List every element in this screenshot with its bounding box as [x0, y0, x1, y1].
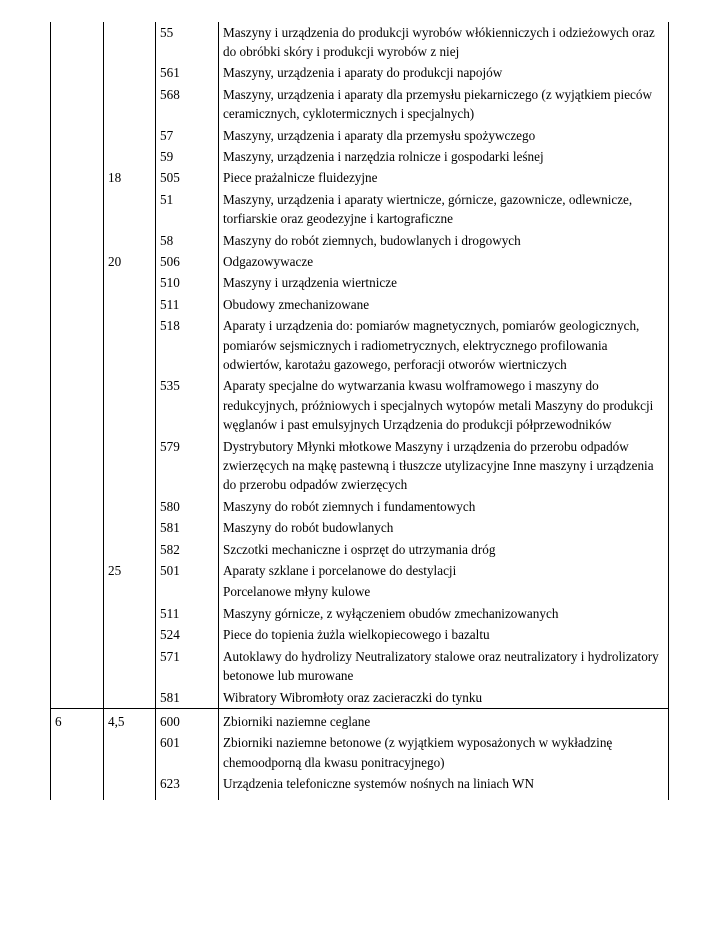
cell-group-number [51, 230, 104, 251]
table-row [51, 774, 669, 800]
cell-rate-percent: 25 [104, 561, 156, 582]
cell-group-number [51, 189, 104, 230]
table-row [51, 230, 669, 251]
cell-rate-percent [104, 189, 156, 230]
cell-asset-code: 580 [156, 496, 219, 517]
cell-rate-percent [104, 539, 156, 560]
cell-description: Maszyny górnicze, z wyłączeniem obudów zmechanizowanych [219, 603, 669, 624]
cell-asset-code: 506 [156, 251, 219, 272]
cell-group-number [51, 518, 104, 539]
cell-asset-code: 571 [156, 646, 219, 687]
cell-description: Maszyny i urządzenia wiertnicze [219, 273, 669, 294]
cell-group-number [51, 22, 104, 63]
cell-asset-code: 623 [156, 774, 219, 800]
cell-rate-percent: 18 [104, 168, 156, 189]
table-row [51, 125, 669, 146]
cell-rate-percent [104, 774, 156, 800]
cell-description: Autoklawy do hydrolizy Neutralizatory stalowe oraz neutralizatory i hydrolizatory betonowe lub murowane [219, 646, 669, 687]
cell-group-number [51, 294, 104, 315]
table-row [51, 251, 669, 272]
cell-asset-code: 581 [156, 687, 219, 709]
cell-asset-code: 524 [156, 625, 219, 646]
cell-asset-code: 501 [156, 561, 219, 582]
cell-rate-percent [104, 230, 156, 251]
cell-group-number [51, 251, 104, 272]
cell-rate-percent [104, 625, 156, 646]
cell-group-number [51, 603, 104, 624]
table-row [51, 436, 669, 496]
cell-rate-percent [104, 125, 156, 146]
cell-description: Porcelanowe młyny kulowe [219, 582, 669, 603]
cell-description: Maszyny, urządzenia i aparaty wiertnicze, górnicze, gazownicze, odlewnicze, torfiarskie oraz geodezyjne i kartograficzne [219, 189, 669, 230]
cell-asset-code: 581 [156, 518, 219, 539]
cell-rate-percent [104, 376, 156, 436]
table-row [51, 294, 669, 315]
depreciation-rate-table [50, 22, 669, 800]
cell-asset-code: 600 [156, 709, 219, 733]
cell-description: Odgazowywacze [219, 251, 669, 272]
table-row [51, 582, 669, 603]
cell-rate-percent [104, 733, 156, 774]
cell-description: Aparaty i urządzenia do: pomiarów magnetycznych, pomiarów geologicznych, pomiarów sejsmicznych i radiometrycznych, elektrycznego profilowania odwiertów, karotażu gazowego, perforacji otworów wiertniczych [219, 316, 669, 376]
cell-group-number [51, 376, 104, 436]
cell-asset-code: 579 [156, 436, 219, 496]
cell-description: Maszyny do robót ziemnych, budowlanych i drogowych [219, 230, 669, 251]
cell-rate-percent [104, 316, 156, 376]
cell-group-number [51, 125, 104, 146]
cell-rate-percent [104, 273, 156, 294]
cell-rate-percent: 20 [104, 251, 156, 272]
table-row [51, 518, 669, 539]
cell-group-number [51, 436, 104, 496]
cell-asset-code: 561 [156, 63, 219, 84]
table-body [51, 22, 669, 800]
cell-asset-code: 55 [156, 22, 219, 63]
cell-description: Maszyny do robót ziemnych i fundamentowych [219, 496, 669, 517]
cell-rate-percent [104, 496, 156, 517]
cell-rate-percent [104, 294, 156, 315]
cell-group-number [51, 733, 104, 774]
cell-description: Aparaty szklane i porcelanowe do destylacji [219, 561, 669, 582]
cell-rate-percent [104, 146, 156, 167]
table-row [51, 561, 669, 582]
cell-description: Maszyny, urządzenia i narzędzia rolnicze i gospodarki leśnej [219, 146, 669, 167]
cell-description: Maszyny do robót budowlanych [219, 518, 669, 539]
table-row [51, 376, 669, 436]
cell-rate-percent [104, 687, 156, 709]
cell-asset-code: 535 [156, 376, 219, 436]
cell-group-number [51, 539, 104, 560]
cell-description: Maszyny, urządzenia i aparaty dla przemysłu spożywczego [219, 125, 669, 146]
cell-group-number [51, 687, 104, 709]
cell-group-number [51, 168, 104, 189]
table-row [51, 687, 669, 709]
cell-group-number [51, 273, 104, 294]
cell-rate-percent [104, 84, 156, 125]
cell-group-number: 6 [51, 709, 104, 733]
cell-description: Urządzenia telefoniczne systemów nośnych na liniach WN [219, 774, 669, 800]
cell-rate-percent: 4,5 [104, 709, 156, 733]
table-row [51, 146, 669, 167]
cell-description: Zbiorniki naziemne betonowe (z wyjątkiem wyposażonych w wykładzinę chemoodporną dla kwasu ponitracyjnego) [219, 733, 669, 774]
cell-group-number [51, 146, 104, 167]
cell-asset-code: 59 [156, 146, 219, 167]
cell-description: Szczotki mechaniczne i osprzęt do utrzymania dróg [219, 539, 669, 560]
table-row [51, 625, 669, 646]
cell-group-number [51, 646, 104, 687]
cell-group-number [51, 63, 104, 84]
cell-group-number [51, 496, 104, 517]
cell-asset-code: 511 [156, 603, 219, 624]
cell-asset-code: 510 [156, 273, 219, 294]
cell-asset-code: 57 [156, 125, 219, 146]
cell-asset-code: 511 [156, 294, 219, 315]
cell-description: Obudowy zmechanizowane [219, 294, 669, 315]
cell-description: Zbiorniki naziemne ceglane [219, 709, 669, 733]
table-row [51, 539, 669, 560]
cell-group-number [51, 561, 104, 582]
cell-description: Dystrybutory Młynki młotkowe Maszyny i urządzenia do przerobu odpadów zwierzęcych na mąkę pastewną i tłuszcze utylizacyjne Inne maszyny i urządzenia do przerobu odpadów zwierzęcych [219, 436, 669, 496]
cell-group-number [51, 84, 104, 125]
table-row [51, 496, 669, 517]
table-row [51, 168, 669, 189]
table-row [51, 189, 669, 230]
cell-rate-percent [104, 582, 156, 603]
cell-group-number [51, 625, 104, 646]
cell-description: Aparaty specjalne do wytwarzania kwasu wolframowego i maszyny do redukcyjnych, próżniowych i specjalnych wytopów metali Maszyny do produkcji węglanów i past emulsyjnych Urządzenia do produkcji półprzewodników [219, 376, 669, 436]
cell-rate-percent [104, 646, 156, 687]
table-row [51, 63, 669, 84]
cell-rate-percent [104, 436, 156, 496]
cell-description: Wibratory Wibromłoty oraz zacieraczki do tynku [219, 687, 669, 709]
table-row [51, 733, 669, 774]
cell-rate-percent [104, 63, 156, 84]
cell-asset-code: 505 [156, 168, 219, 189]
table-row [51, 709, 669, 733]
cell-rate-percent [104, 603, 156, 624]
cell-group-number [51, 316, 104, 376]
cell-asset-code: 582 [156, 539, 219, 560]
cell-asset-code [156, 582, 219, 603]
cell-description: Maszyny, urządzenia i aparaty do produkcji napojów [219, 63, 669, 84]
cell-description: Maszyny i urządzenia do produkcji wyrobów włókienniczych i odzieżowych oraz do obróbki skóry i produkcji wyrobów z niej [219, 22, 669, 63]
table-row [51, 646, 669, 687]
cell-description: Maszyny, urządzenia i aparaty dla przemysłu piekarniczego (z wyjątkiem pieców ceramicznych, cyklotermicznych i specjalnych) [219, 84, 669, 125]
cell-rate-percent [104, 518, 156, 539]
cell-group-number [51, 774, 104, 800]
cell-description: Piece prażalnicze fluidezyjne [219, 168, 669, 189]
cell-asset-code: 51 [156, 189, 219, 230]
cell-asset-code: 58 [156, 230, 219, 251]
cell-group-number [51, 582, 104, 603]
cell-description: Piece do topienia żużla wielkopiecowego i bazaltu [219, 625, 669, 646]
table-row [51, 273, 669, 294]
table-row [51, 84, 669, 125]
cell-asset-code: 518 [156, 316, 219, 376]
cell-asset-code: 601 [156, 733, 219, 774]
table-row [51, 603, 669, 624]
cell-rate-percent [104, 22, 156, 63]
cell-asset-code: 568 [156, 84, 219, 125]
table-row [51, 22, 669, 63]
table-row [51, 316, 669, 376]
